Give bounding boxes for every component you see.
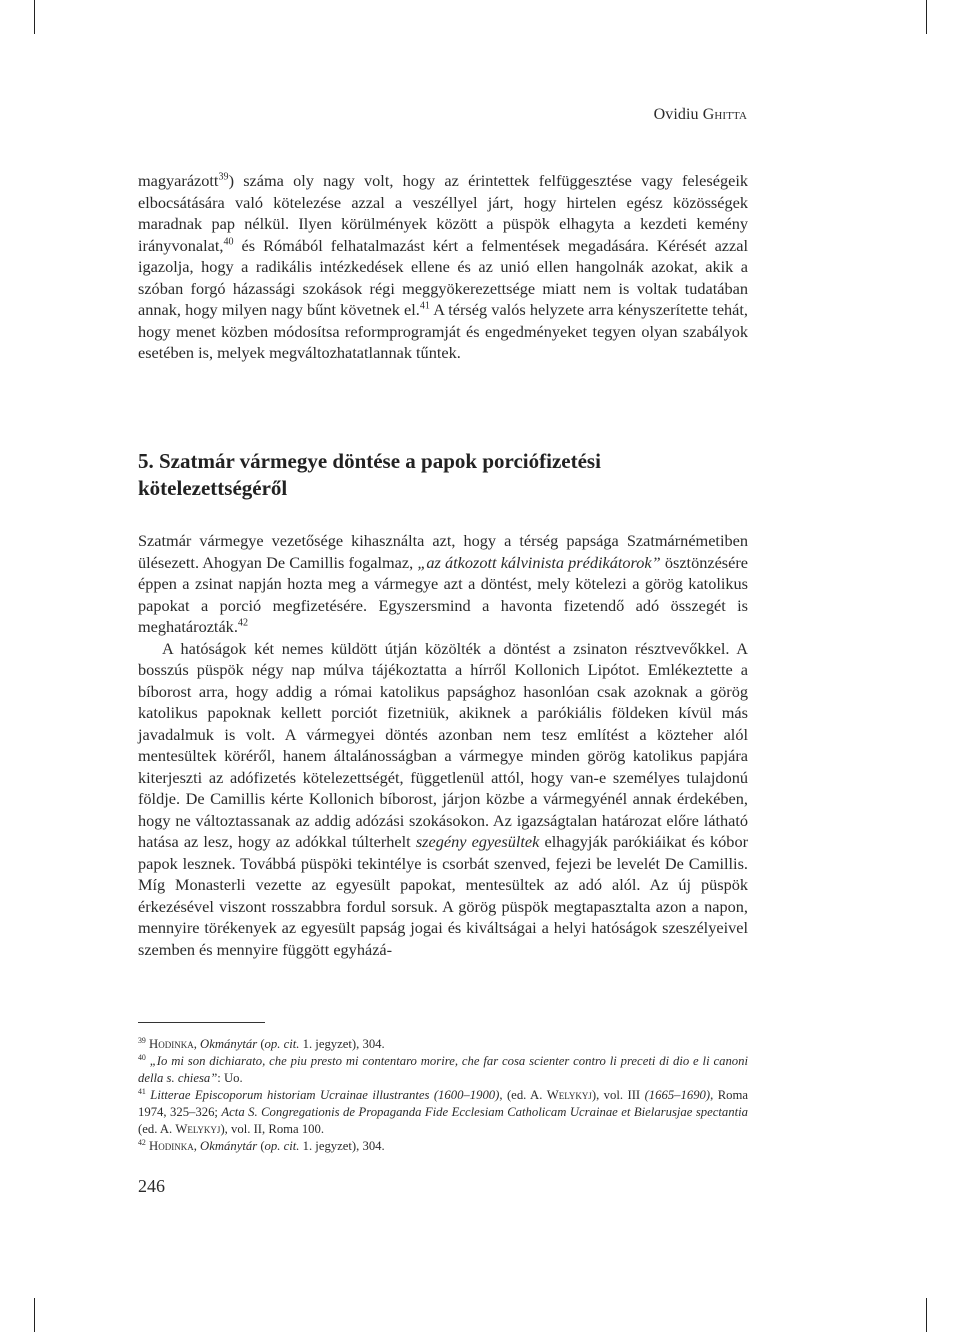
footnote-40 [138, 1053, 748, 1087]
text-run: ), vol. II, Roma 100. [220, 1122, 325, 1136]
text-run: 1. jegyzet), 304. [299, 1139, 385, 1153]
author-first-name: Ovidiu [653, 106, 703, 123]
footnote-author: Hodinka [149, 1139, 194, 1153]
footnote-ref-42[interactable]: 42 [237, 617, 248, 629]
footnote-41 [138, 1087, 748, 1138]
footnote-42 [138, 1138, 748, 1155]
paragraph-2 [138, 530, 748, 638]
text-run: ( [257, 1037, 265, 1051]
footnote-years: (1665–1690) [644, 1088, 711, 1102]
footnote-ref-40[interactable]: 40 [223, 236, 234, 248]
text-run: és Rómából felhatalmazást kért a felmentések megadására. Kérését azzal igazolja, hogy a radikális intézkedések ellene és az unió ellen hangolnák azokat, akik a szóban forgó házassági szokások régi meggyökerezettsége miatt nem is voltak tudatában annak, hogy milyen nagy bűnt követnek el. [138, 235, 748, 319]
text-run: ( [257, 1139, 265, 1153]
paragraph-3 [138, 638, 748, 961]
footnote-39 [138, 1036, 748, 1053]
text-run: A térség valós helyzete arra kényszerítette tehát, hogy menet közben módosítsa reformprogramját és engedményeket tegyen olyan szabályok esetében is, melyek megváltozhatatlannak tűntek. [138, 300, 749, 362]
footnote-number: 42 [138, 1137, 146, 1147]
text-run: : Uo. [217, 1071, 243, 1085]
section-heading: 5. Szatmár vármegye döntése a papok porciófizetési kötelezettségéről [138, 449, 601, 500]
op-cit: op. cit. [264, 1037, 300, 1051]
italic-phrase: szegény egyesültek [415, 832, 540, 851]
footnote-title: Okmánytár [200, 1037, 258, 1051]
author-last-name: Ghitta [702, 106, 747, 123]
section-body [138, 530, 748, 960]
text-run: ösztönzésére éppen a zsinat napján hozta meg a vármegye azt a döntést, mely kötelezi a görög katolikus papokat a porció megfizetésére. Egyszersmind a havonta fizetendő adó összegét is meghatározták. [138, 552, 749, 636]
footnote-number: 39 [138, 1035, 146, 1045]
footnote-quote: „Io mi son dichiarato, che piu presto mi contentaro morire, che far cosa scienter contro li preceti di dio e li canoni della s. chiesa” [138, 1054, 749, 1085]
text-run: ) száma oly nagy volt, hogy az érintettek felfüggesztése vagy feleségeik elbocsátására való kötelezése azzal a veszéllyel járt, hogy hirtelen egész közösségek maradnak pap nélkül. Ilyen körülmények között a püspök elhagyta a kezdeti kemény irányvonalat, [138, 171, 748, 255]
footnote-number: 41 [138, 1086, 146, 1096]
text-run: Szatmár vármegye vezetősége kihasználta azt, hogy a térség papsága Szatmárnémetiben ülésezett. Ahogyan De Camillis fogalmaz, [138, 531, 748, 572]
footnote-author: Hodinka [149, 1037, 194, 1051]
text-run: , [193, 1139, 201, 1153]
footnote-ref-41[interactable]: 41 [419, 300, 430, 312]
footnote-editor: Welykyj [175, 1122, 221, 1136]
footnote-title: Okmánytár [200, 1139, 258, 1153]
text-run: (ed. A. [138, 1122, 176, 1136]
text-run: ), vol. III [591, 1088, 645, 1102]
crop-mark-top-left [34, 0, 35, 34]
footnote-separator [138, 1022, 265, 1023]
text-run: , Roma 1974, 325–326; [138, 1088, 748, 1119]
crop-mark-bottom-right [926, 1298, 927, 1332]
text-run: , [193, 1037, 201, 1051]
footnotes [138, 1036, 748, 1155]
italic-quote: „az átkozott kálvinista prédikátorok” [417, 552, 661, 572]
crop-mark-top-right [926, 0, 927, 34]
paragraph-1 [138, 170, 748, 364]
footnote-editor: Welykyj [546, 1088, 592, 1102]
text-run: magyarázott [138, 171, 219, 190]
footnote-title: Litterae Episcoporum historiam Ucrainae illustrantes (1600–1900) [150, 1088, 500, 1102]
text-run: , (ed. A. [499, 1088, 547, 1102]
text-run: A hatóságok két nemes küldött útján közölték a döntést a zsinaton résztvevőkkel. A bosszús püspök négy nap múlva tájékoztatta a hírről Kollonich Lipótot. Emlékeztette a bíborost arra, hogy addig a római katolikus papsághoz hasonlóan csak azoknak a görög katolikus papoknak kellett porciót fizetniük, akiknek a parókiális földeken kívül más javadalmuk is volt. A vármegyei döntés azonban nem tesz említést a közteher alól mentesültek köréről, hanem általánosságban a vármegye minden görög katolikus papjára kiterjeszti az adófizetés kötelezettségét, függetlenül attól, hogy van-e személyes tulajdonú földje. De Camillis kérte Kollonich bíborost, járjon közbe a vármegyénél annak érdekében, hogy ne változtassanak az addig adózási szokásokon. Az igazságtalan határozat előre látható hatása az lesz, hogy az adókkal túlterhelt [138, 638, 748, 851]
page-number: 246 [138, 1176, 165, 1196]
footnote-ref-39[interactable]: 39 [218, 171, 229, 183]
footnote-number: 40 [138, 1052, 146, 1062]
running-head [654, 106, 747, 124]
crop-mark-bottom-left [34, 1298, 35, 1332]
text-run: elhagyják parókiáikat és kóbor papok lesznek. Továbbá püspöki tekintélye is csorbát szenved, fejezi be levelét De Camillis. Míg Monasterli vezette az egyesült papokat, mentesültek az adó alól. Az új püspök érkezésével viszont rosszabbra fordul sorsuk. A görög püspök megtapasztalta azon a napon, mennyire törékenyek az egyesült papság jogai és kiváltságai a helyi hatóságok szeszélyeivel szemben és mennyire függött egyházá- [138, 832, 749, 959]
footnote-title: Acta S. Congregationis de Propaganda Fide Ecclesiam Catholicam Ucrainae et Bielarusjae spectantia [221, 1105, 748, 1119]
op-cit: op. cit. [264, 1139, 300, 1153]
text-run: 1. jegyzet), 304. [299, 1037, 385, 1051]
